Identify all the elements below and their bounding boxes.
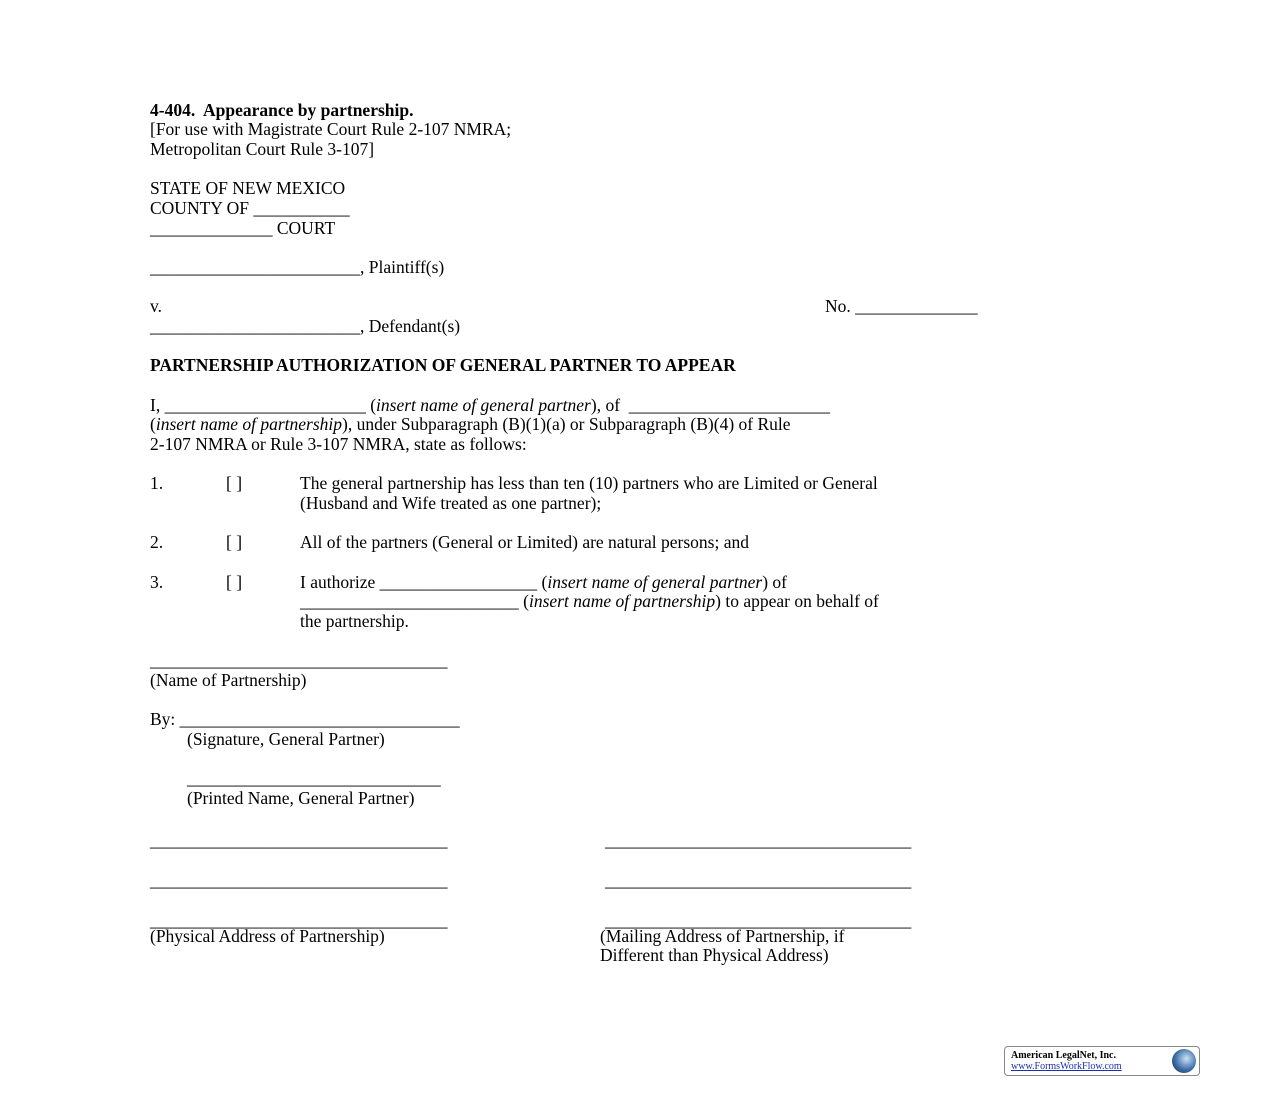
- checkbox[interactable]: [ ]: [226, 473, 243, 493]
- partnership-name-label: (Name of Partnership): [150, 670, 307, 690]
- printed-name-line: _____________________________: [187, 768, 441, 788]
- county-field: COUNTY OF ___________: [150, 198, 350, 218]
- state-label: STATE OF NEW MEXICO: [150, 178, 346, 198]
- versus-label: v.: [150, 296, 162, 316]
- printed-name-label: (Printed Name, General Partner): [187, 788, 415, 808]
- case-number-field: No. ______________: [825, 296, 978, 316]
- plaintiff-field: ________________________, Plaintiff(s): [150, 257, 445, 277]
- signature-line: By: ________________________________: [150, 709, 460, 729]
- physical-address-line: __________________________________: [150, 910, 448, 930]
- intro-line: I, _______________________ (insert name of general partner), of _______________________: [150, 395, 831, 415]
- use-note: [For use with Magistrate Court Rule 2-107 NMRA;: [150, 119, 512, 139]
- american-legalnet-logo[interactable]: [1004, 1046, 1200, 1076]
- logo-url-link[interactable]: www.FormsWorkFlow.com: [1011, 1061, 1122, 1072]
- signature-label: (Signature, General Partner): [187, 729, 385, 749]
- physical-address-label: (Physical Address of Partnership): [150, 926, 385, 946]
- globe-icon: [1172, 1049, 1196, 1073]
- mailing-address-line: ___________________________________: [605, 830, 912, 850]
- mailing-address-line: ___________________________________: [605, 870, 912, 890]
- use-note: Metropolitan Court Rule 3-107]: [150, 139, 375, 159]
- partnership-name-line: __________________________________: [150, 650, 448, 670]
- document-page: 4-404. Appearance by partnership. [For use with Magistrate Court Rule 2-107 NMRA; Metropolitan Court Rule 3-107] STATE OF NEW MEXICO COUNTY OF ___________ ______________ COURT ________________________, Plaintiff(s) v. No. ______________ ________________________, Defendant(s) PARTNERSHIP AUTHORIZATION OF GENERAL PARTNER TO APPEAR I, _______________________ (insert name of general partner), of _______________________ (insert name of partnership), under Subparagraph (B)(1)(a) or Subparagraph (B)(4) of Rule 2-107 NMRA or Rule 3-107 NMRA, state as follows: 1. [ ] The general partnership has less than ten (10) partners who are Limited or General (Husband and Wife treated as one partner); 2. [ ] All of the partners (General or Limited) are natural persons; and 3. [ ] I authorize __________________ (insert name of general partner) of _________________________ (insert name of partnership) to appear on behalf of the partnership. __________________________________ (Name of Partnership) By: ________________________________ (Signature, General Partner) _____________________________ (Printed Name, General Partner) __________________________________ ___________________________________ __________________________________ ___________________________________ __________________________________ ___________________________________ (Physical Address of Partnership) (Mailing Address of Partnership, if Different than Physical Address) American LegalNet, Inc. www.FormsWorkFlow.com: [0, 0, 1275, 1100]
- defendant-field: ________________________, Defendant(s): [150, 316, 461, 336]
- logo-company: American LegalNet, Inc.: [1011, 1050, 1116, 1061]
- intro-line: (insert name of partnership), under Subparagraph (B)(1)(a) or Subparagraph (B)(4) of Rule: [150, 414, 791, 434]
- physical-address-line: __________________________________: [150, 830, 448, 850]
- intro-line: 2-107 NMRA or Rule 3-107 NMRA, state as follows:: [150, 434, 527, 454]
- mailing-address-line: ___________________________________: [605, 910, 912, 930]
- checkbox[interactable]: [ ]: [226, 532, 243, 552]
- rule-title: 4-404. Appearance by partnership.: [150, 100, 414, 120]
- physical-address-line: __________________________________: [150, 870, 448, 890]
- mailing-address-label: Different than Physical Address): [600, 945, 829, 965]
- mailing-address-label: (Mailing Address of Partnership, if: [600, 926, 845, 946]
- court-field: ______________ COURT: [150, 218, 336, 238]
- checkbox[interactable]: [ ]: [226, 572, 243, 592]
- form-title: PARTNERSHIP AUTHORIZATION OF GENERAL PARTNER TO APPEAR: [150, 355, 736, 375]
